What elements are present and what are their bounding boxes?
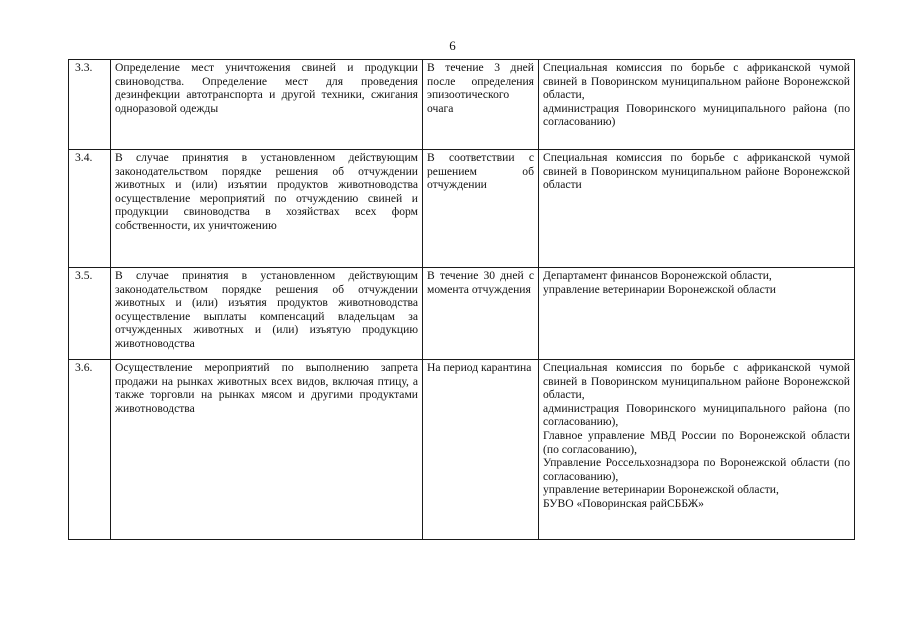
row-number: 3.3. bbox=[69, 60, 111, 150]
page-number: 6 bbox=[449, 38, 456, 53]
responsible-party: Департамент финансов Воронежской области, bbox=[543, 269, 772, 282]
responsible-party: Главное управление МВД России по Воронежской области (по согласованию), bbox=[543, 428, 850, 456]
responsible-cell bbox=[539, 60, 855, 150]
responsible-party: Управление Россельхознадзора по Воронежской области (по согласованию), bbox=[543, 456, 850, 483]
action-cell: Определение мест уничтожения свиней и продукции свиноводства. Определение мест для проведения дезинфекции автотранспорта и другой техники, сжигания одноразовой одежды bbox=[111, 60, 423, 150]
responsible-party: Специальная комиссия по борьбе с африканской чумой свиней в Поворинском муниципальном районе Воронежской области, bbox=[543, 361, 850, 402]
responsible-party: БУВО «Поворинская райСББЖ» bbox=[543, 496, 704, 510]
table-row bbox=[69, 268, 855, 360]
responsible-party: Специальная комиссия по борьбе с африканской чумой свиней в Поворинском муниципальном районе Воронежской области, bbox=[543, 61, 850, 102]
row-number: 3.5. bbox=[69, 268, 111, 360]
responsible-cell bbox=[539, 360, 855, 540]
responsible-party: администрация Поворинского муниципального района (по согласованию), bbox=[543, 401, 850, 429]
action-cell: Осуществление мероприятий по выполнению запрета продажи на рынках животных всех видов, включая птицу, а также торговли на рынках мясом и другими продуктами животноводства bbox=[111, 360, 423, 540]
term-cell: В течение 3 дней после определения эпизоотического очага bbox=[423, 60, 539, 150]
term-cell: В соответствии с решением об отчуждении bbox=[423, 150, 539, 268]
table-row bbox=[69, 360, 855, 540]
action-cell: В случае принятия в установленном действующим законодательством порядке решения об отчуждении животных и (или) изъятия продуктов животноводства осуществление выплаты компенсаций владельцам за отчужденных животных и (или) изъятую продукцию животноводства bbox=[111, 268, 423, 360]
row-number: 3.4. bbox=[69, 150, 111, 268]
responsible-party: управление ветеринарии Воронежской области bbox=[543, 282, 776, 296]
row-number: 3.6. bbox=[69, 360, 111, 540]
responsible-party: администрация Поворинского муниципального района (по согласованию) bbox=[543, 101, 850, 129]
responsible-party: управление ветеринарии Воронежской области, bbox=[543, 483, 779, 497]
table-row bbox=[69, 150, 855, 268]
table-row bbox=[69, 60, 855, 150]
measures-table bbox=[68, 59, 855, 540]
term-cell: В течение 30 дней с момента отчуждения bbox=[423, 268, 539, 360]
responsible-party: Специальная комиссия по борьбе с африканской чумой свиней в Поворинском муниципальном районе Воронежской области bbox=[543, 151, 850, 192]
term-cell: На период карантина bbox=[423, 360, 539, 540]
responsible-cell bbox=[539, 268, 855, 360]
responsible-cell bbox=[539, 150, 855, 268]
action-cell: В случае принятия в установленном действующим законодательством порядке решения об отчуждении животных и (или) изъятии продуктов животноводства осуществление мероприятий по отчуждению свиней и продукции свиноводства в хозяйствах всех форм собственности, их уничтожению bbox=[111, 150, 423, 268]
